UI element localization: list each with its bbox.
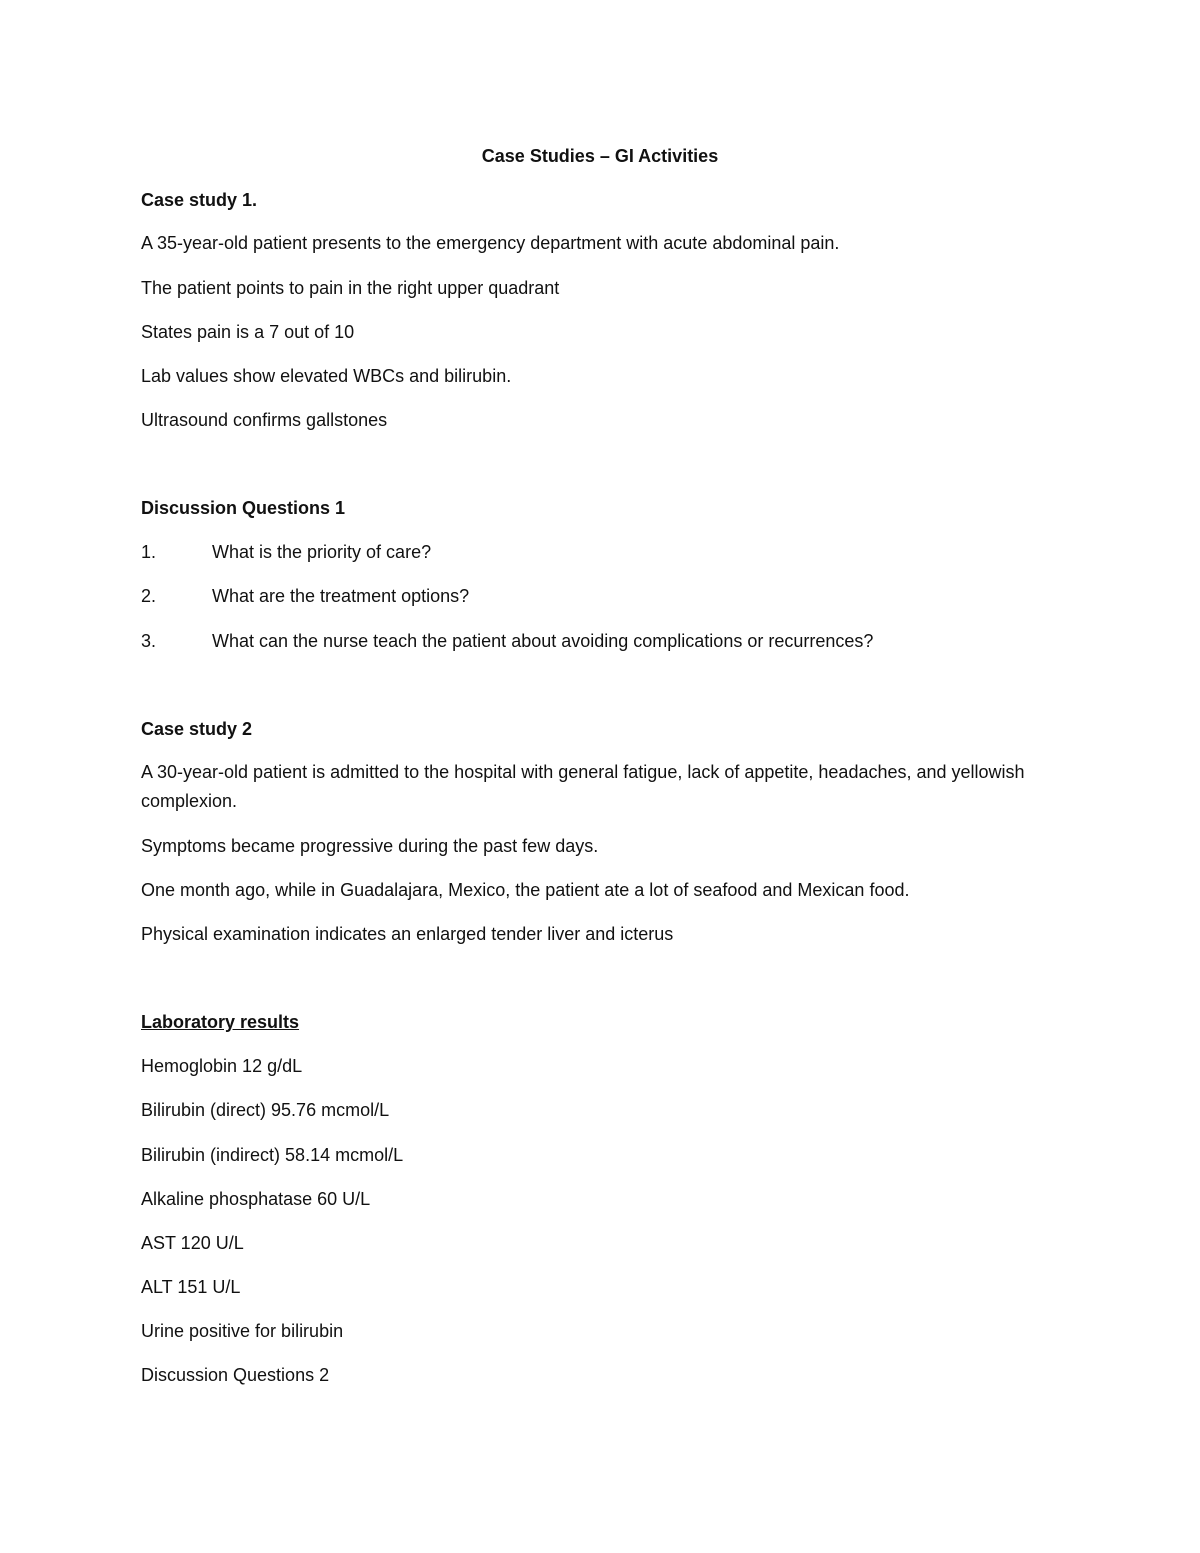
case1-line: The patient points to pain in the right upper quadrant xyxy=(141,278,560,298)
discussion1-heading: Discussion Questions 1 xyxy=(141,498,346,518)
discussion2-heading: Discussion Questions 2 xyxy=(141,1365,330,1385)
case2-line: One month ago, while in Guadalajara, Mexico, the patient ate a lot of seafood and Mexican food. xyxy=(141,880,910,900)
lab-result: Bilirubin (direct) 95.76 mcmol/L xyxy=(141,1100,390,1120)
case2-line: Symptoms became progressive during the past few days. xyxy=(141,836,599,856)
lab-result: Alkaline phosphatase 60 U/L xyxy=(141,1189,371,1209)
document-title: Case Studies – GI Activities xyxy=(481,146,719,166)
question-number: 1. xyxy=(141,542,157,562)
case2-line: Physical examination indicates an enlarged tender liver and icterus xyxy=(141,924,674,944)
case1-line: States pain is a 7 out of 10 xyxy=(141,322,355,342)
case1-heading: Case study 1. xyxy=(141,190,258,210)
case1-line: A 35-year-old patient presents to the emergency department with acute abdominal pain. xyxy=(141,233,840,253)
lab-heading: Laboratory results xyxy=(141,1012,300,1032)
lab-result: AST 120 U/L xyxy=(141,1233,244,1253)
lab-result: Hemoglobin 12 g/dL xyxy=(141,1056,303,1076)
question-text: What can the nurse teach the patient about avoiding complications or recurrences? xyxy=(212,631,874,651)
case1-line: Lab values show elevated WBCs and bilirubin. xyxy=(141,366,512,386)
question-text: What is the priority of care? xyxy=(212,542,432,562)
question-number: 3. xyxy=(141,631,157,651)
lab-result: Bilirubin (indirect) 58.14 mcmol/L xyxy=(141,1145,404,1165)
lab-result: Urine positive for bilirubin xyxy=(141,1321,344,1341)
question-number: 2. xyxy=(141,586,157,606)
lab-result: ALT 151 U/L xyxy=(141,1277,241,1297)
case2-line: A 30-year-old patient is admitted to the hospital with general fatigue, lack of appetite, headaches, and yellowish complexion. xyxy=(141,762,1025,811)
case1-line: Ultrasound confirms gallstones xyxy=(141,410,388,430)
question-text: What are the treatment options? xyxy=(212,586,470,606)
case2-heading: Case study 2 xyxy=(141,719,253,739)
